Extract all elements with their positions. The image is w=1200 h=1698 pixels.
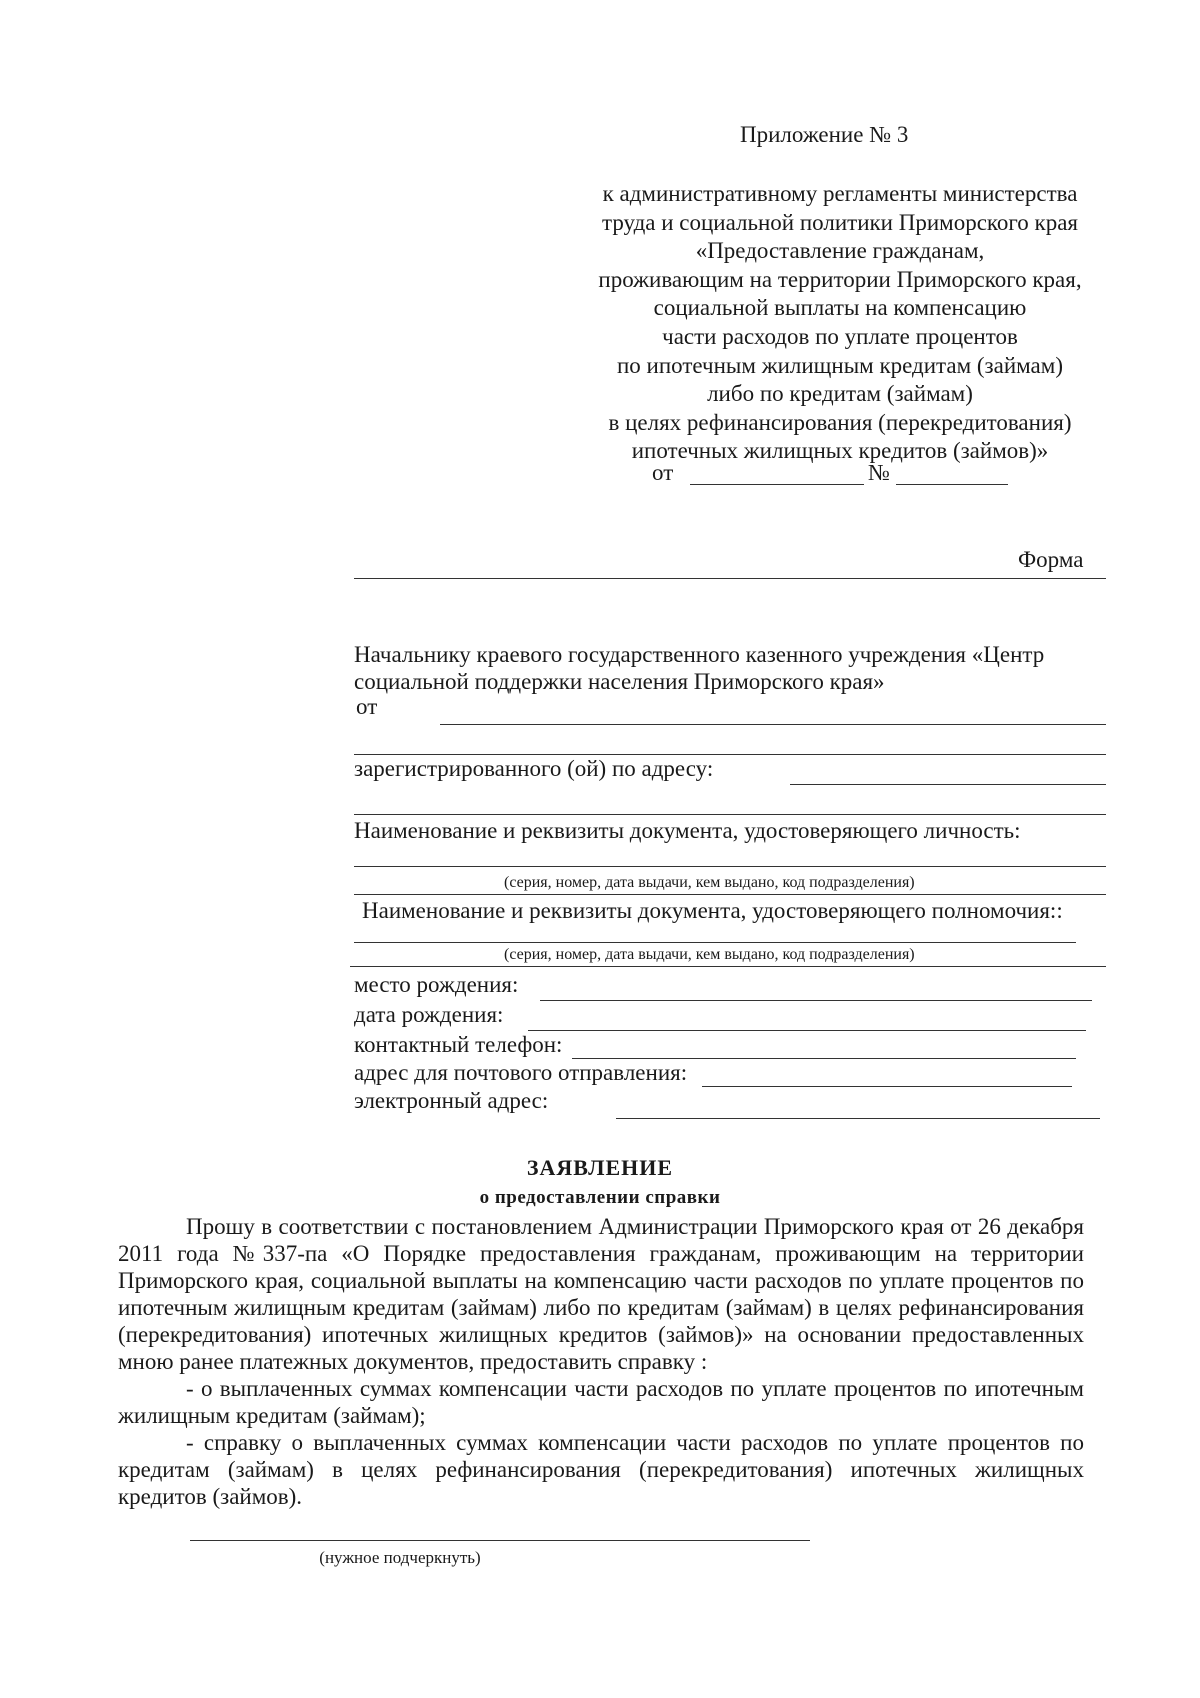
regulation-line: по ипотечным жилищным кредитам (займам) [617,352,1063,378]
document-subtitle: о предоставлении справки [479,1187,721,1208]
regulation-line: социальной выплаты на компенсацию [653,295,1027,321]
form-label: Форма [1018,547,1084,572]
regulation-line: части расходов по уплате процентов [662,323,1018,349]
regulation-number-label: № [868,460,890,485]
regulation-line: к административному регламенты министерства [602,181,1078,206]
underline-choice-field[interactable] [190,1540,810,1541]
identity-document-field[interactable] [354,866,1106,867]
option-item: - о выплаченных суммах компенсации части расходов по уплате процентов по ипотечным жилищным кредитам (займам); [118,1376,1084,1428]
addressee-line: социальной поддержки населения Приморского края» [354,669,885,694]
postal-address-label: адрес для почтового отправления: [354,1060,688,1085]
registered-address-field[interactable] [790,784,1106,785]
option-item: - справку о выплаченных суммах компенсации части расходов по уплате процентов по кредитам (займам) в целях рефинансирования (перекредитования) ипотечных жилищных кредитов (займов). [118,1430,1084,1509]
authority-document-label: Наименование и реквизиты документа, удостоверяющего полномочия:: [362,898,1063,923]
registered-address-label: зарегистрированного (ой) по адресу: [354,756,714,781]
identity-document-field-continued[interactable] [354,894,1106,895]
phone-label: контактный телефон: [354,1032,563,1057]
footnote: (нужное подчеркнуть) [319,1548,481,1567]
regulation-line: либо по кредитам (займам) [707,381,973,407]
authority-document-hint: (серия, номер, дата выдачи, кем выдано, код подразделения) [504,946,915,963]
regulation-line: в целях рефинансирования (перекредитования) [608,409,1072,435]
regulation-line: труда и социальной политики Приморского края [601,209,1078,235]
birthdate-field[interactable] [528,1030,1086,1031]
addressee-line: Начальнику краевого государственного казенного учреждения «Центр [354,642,1045,667]
regulation-reference [560,180,1120,466]
regulation-date-label: от [652,460,674,485]
birthplace-field[interactable] [540,1000,1092,1001]
identity-document-label: Наименование и реквизиты документа, удостоверяющего личность: [354,818,1021,843]
regulation-line: проживающим на территории Приморского края, [598,266,1082,292]
form-divider [354,578,1106,579]
from-label: от [356,694,378,719]
regulation-date-field[interactable] [690,484,864,485]
appendix-title: Приложение № 3 [740,122,909,147]
birthplace-label: место рождения: [354,972,519,997]
phone-field[interactable] [572,1058,1076,1059]
authority-document-field[interactable] [354,942,1076,943]
identity-document-hint: (серия, номер, дата выдачи, кем выдано, код подразделения) [504,874,915,891]
regulation-number-field[interactable] [896,484,1008,485]
request-paragraph: Прошу в соответствии с постановлением Администрации Приморского края от 26 декабря 2011 года №337-па «О Порядке предоставления гражданам, проживающим на территории Приморского края, социальной выплаты на компенсацию части расходов по уплате процентов по ипотечным жилищным кредитам (займам) либо по кредитам (займам) в целях рефинансирования (перекредитования) ипотечных жилищных кредитов (займов)» на основании предоставленных мною ранее платежных документов, предоставить справку : [118,1214,1084,1374]
email-field[interactable] [616,1118,1100,1119]
authority-document-field-continued[interactable] [350,966,1106,967]
registered-address-field-continued[interactable] [354,814,1106,815]
applicant-name-field-continued[interactable] [354,754,1106,755]
applicant-name-field[interactable] [440,724,1106,725]
postal-address-field[interactable] [702,1086,1072,1087]
birthdate-label: дата рождения: [354,1002,504,1027]
email-label: электронный адрес: [354,1088,549,1113]
document-title: ЗАЯВЛЕНИЕ [526,1155,674,1180]
addressee [354,641,1044,695]
application-body [118,1213,1084,1510]
regulation-line: ипотечных жилищных кредитов (займов)» [631,438,1049,464]
regulation-line: «Предоставление гражданам, [695,238,985,264]
